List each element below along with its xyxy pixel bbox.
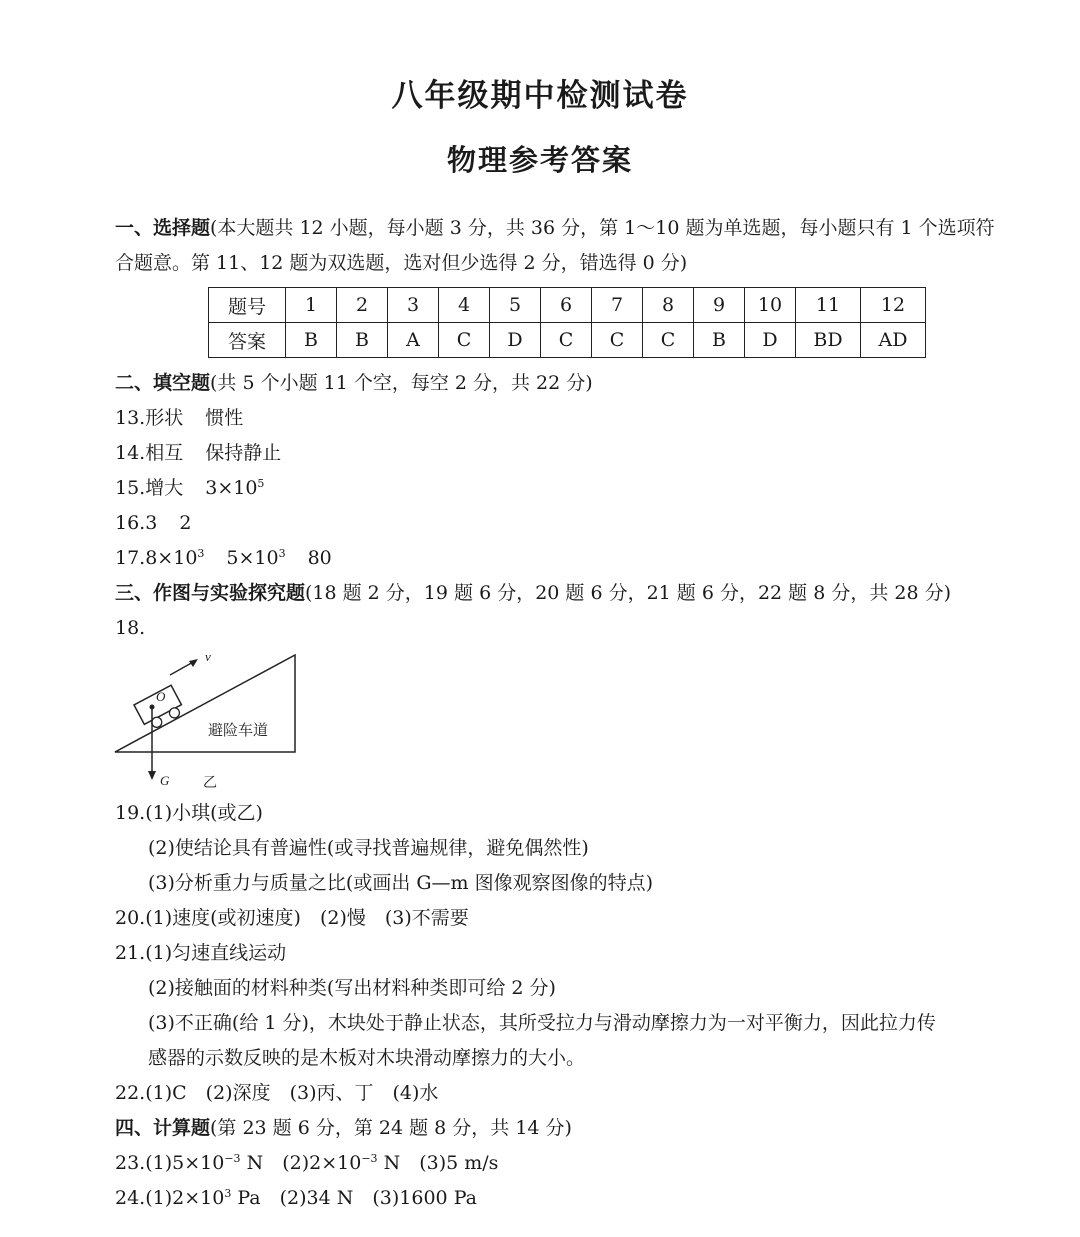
table-cell: 4 [439, 288, 490, 323]
table-cell: 1 [286, 288, 337, 323]
answer-q18: 18. [115, 617, 146, 639]
arrow-head [148, 771, 156, 780]
section1-desc: (本大题共 12 小题，每小题 3 分，共 36 分，第 1～10 题为单选题，每小题只有 1 个选项符 [210, 217, 995, 239]
section4-header [115, 1116, 572, 1140]
answer-text: Pa (2)34 N (3)1600 Pa [231, 1187, 477, 1209]
section4-title: 四、计算题 [115, 1117, 211, 1139]
table-cell: 5 [490, 288, 541, 323]
answer-text: 24.(1)2×10 [115, 1187, 225, 1209]
table-header-cell: 答案 [209, 323, 286, 358]
section1-header [115, 216, 995, 240]
table-cell: C [439, 323, 490, 358]
table-cell: 3 [388, 288, 439, 323]
section3-title: 三、作图与实验探究题 [115, 582, 306, 604]
answer-q21-1: 21.(1)匀速直线运动 [115, 942, 287, 964]
table-cell: 8 [643, 288, 694, 323]
table-cell: A [388, 323, 439, 358]
table-header-cell: 题号 [209, 288, 286, 323]
exponent: 3 [224, 1187, 232, 1200]
section2-title: 二、填空题 [115, 372, 211, 394]
table-cell: D [745, 323, 796, 358]
table-cell: B [337, 323, 388, 358]
answer-text: 3 [145, 512, 158, 534]
answer-q20: 20.(1)速度(或初速度) (2)慢 (3)不需要 [115, 907, 469, 929]
table-cell: 11 [796, 288, 861, 323]
table-cell: C [643, 323, 694, 358]
section3-desc: (18 题 2 分，19 题 6 分，20 题 6 分，21 题 6 分，22 题 8 分，共 28 分) [305, 582, 952, 604]
answer-table [208, 287, 926, 358]
answer-q14 [115, 441, 281, 465]
table-cell: C [541, 323, 592, 358]
table-cell: B [694, 323, 745, 358]
arrow-head [189, 659, 198, 667]
answer-text: 惯性 [205, 407, 244, 429]
exam-title: 八年级期中检测试卷 [391, 78, 689, 114]
table-cell: C [592, 323, 643, 358]
answer-text: 3×10 [205, 477, 258, 499]
answer-text: 23.(1)5×10 [115, 1152, 225, 1174]
table-cell: 9 [694, 288, 745, 323]
section1-title: 一、选择题 [115, 217, 211, 239]
section3-header [115, 581, 951, 605]
answer-q21-3: (3)不正确(给 1 分)，木块处于静止状态，其所受拉力与滑动摩擦力为一对平衡力，因此拉力传 [148, 1012, 936, 1034]
q-number: 14. [115, 442, 146, 464]
exponent: −3 [361, 1152, 378, 1165]
answer-q22: 22.(1)C (2)深度 (3)丙、丁 (4)水 [115, 1082, 439, 1104]
answer-text: 增大 [145, 477, 184, 499]
section2-header [115, 371, 593, 395]
v-label: v [205, 649, 211, 664]
answer-key-subtitle: 物理参考答案 [446, 143, 633, 177]
answer-q16 [115, 511, 191, 535]
section2-desc: (共 5 个小题 11 个空，每空 2 分，共 22 分) [210, 372, 593, 394]
answer-text: N (3)5 m/s [377, 1152, 499, 1174]
road-label: 避险车道 [208, 721, 269, 739]
g-label: G [160, 773, 170, 788]
q-number: 15. [115, 477, 146, 499]
answer-text: 8×10 [145, 547, 198, 569]
answer-q24 [115, 1186, 477, 1210]
table-cell: 2 [337, 288, 388, 323]
answer-q13 [115, 406, 243, 430]
answer-q23 [115, 1151, 498, 1175]
section4-desc: (第 23 题 6 分，第 24 题 8 分，共 14 分) [210, 1117, 572, 1139]
section1-desc-cont: 合题意。第 11、12 题为双选题，选对但少选得 2 分，错选得 0 分) [115, 252, 688, 274]
answer-q17 [115, 546, 332, 570]
yi-label: 乙 [203, 775, 217, 790]
ramp-diagram [110, 645, 310, 790]
table-row-answers [209, 323, 926, 358]
answer-q19-1: 19.(1)小琪(或乙) [115, 802, 263, 824]
o-label: O [156, 689, 166, 704]
exponent: −3 [224, 1152, 241, 1165]
answer-text: 5×10 [226, 547, 279, 569]
answer-text: 相互 [145, 442, 184, 464]
table-cell: 6 [541, 288, 592, 323]
q-number: 13. [115, 407, 146, 429]
table-cell: 10 [745, 288, 796, 323]
table-cell: 7 [592, 288, 643, 323]
exponent: 3 [278, 547, 286, 560]
table-cell: B [286, 323, 337, 358]
answer-q19-3: (3)分析重力与质量之比(或画出 G—m 图像观察图像的特点) [148, 872, 654, 894]
answer-q21-2: (2)接触面的材料种类(写出材料种类即可给 2 分) [148, 977, 556, 999]
q-number: 17. [115, 547, 146, 569]
answer-q19-2: (2)使结论具有普遍性(或寻找普遍规律，避免偶然性) [148, 837, 589, 859]
answer-q15 [115, 476, 264, 500]
exponent: 3 [197, 547, 205, 560]
answer-q21-3-cont: 感器的示数反映的是木板对木块滑动摩擦力的大小。 [148, 1047, 586, 1069]
answer-text: 80 [307, 547, 332, 569]
answer-text: N (2)2×10 [240, 1152, 362, 1174]
table-cell: AD [861, 323, 926, 358]
table-row-numbers [209, 288, 926, 323]
table-cell: BD [796, 323, 861, 358]
exponent: 5 [257, 477, 265, 490]
answer-text: 形状 [145, 407, 184, 429]
table-cell: 12 [861, 288, 926, 323]
table-cell: D [490, 323, 541, 358]
q-number: 16. [115, 512, 146, 534]
answer-text: 保持静止 [205, 442, 282, 464]
answer-text: 2 [179, 512, 192, 534]
